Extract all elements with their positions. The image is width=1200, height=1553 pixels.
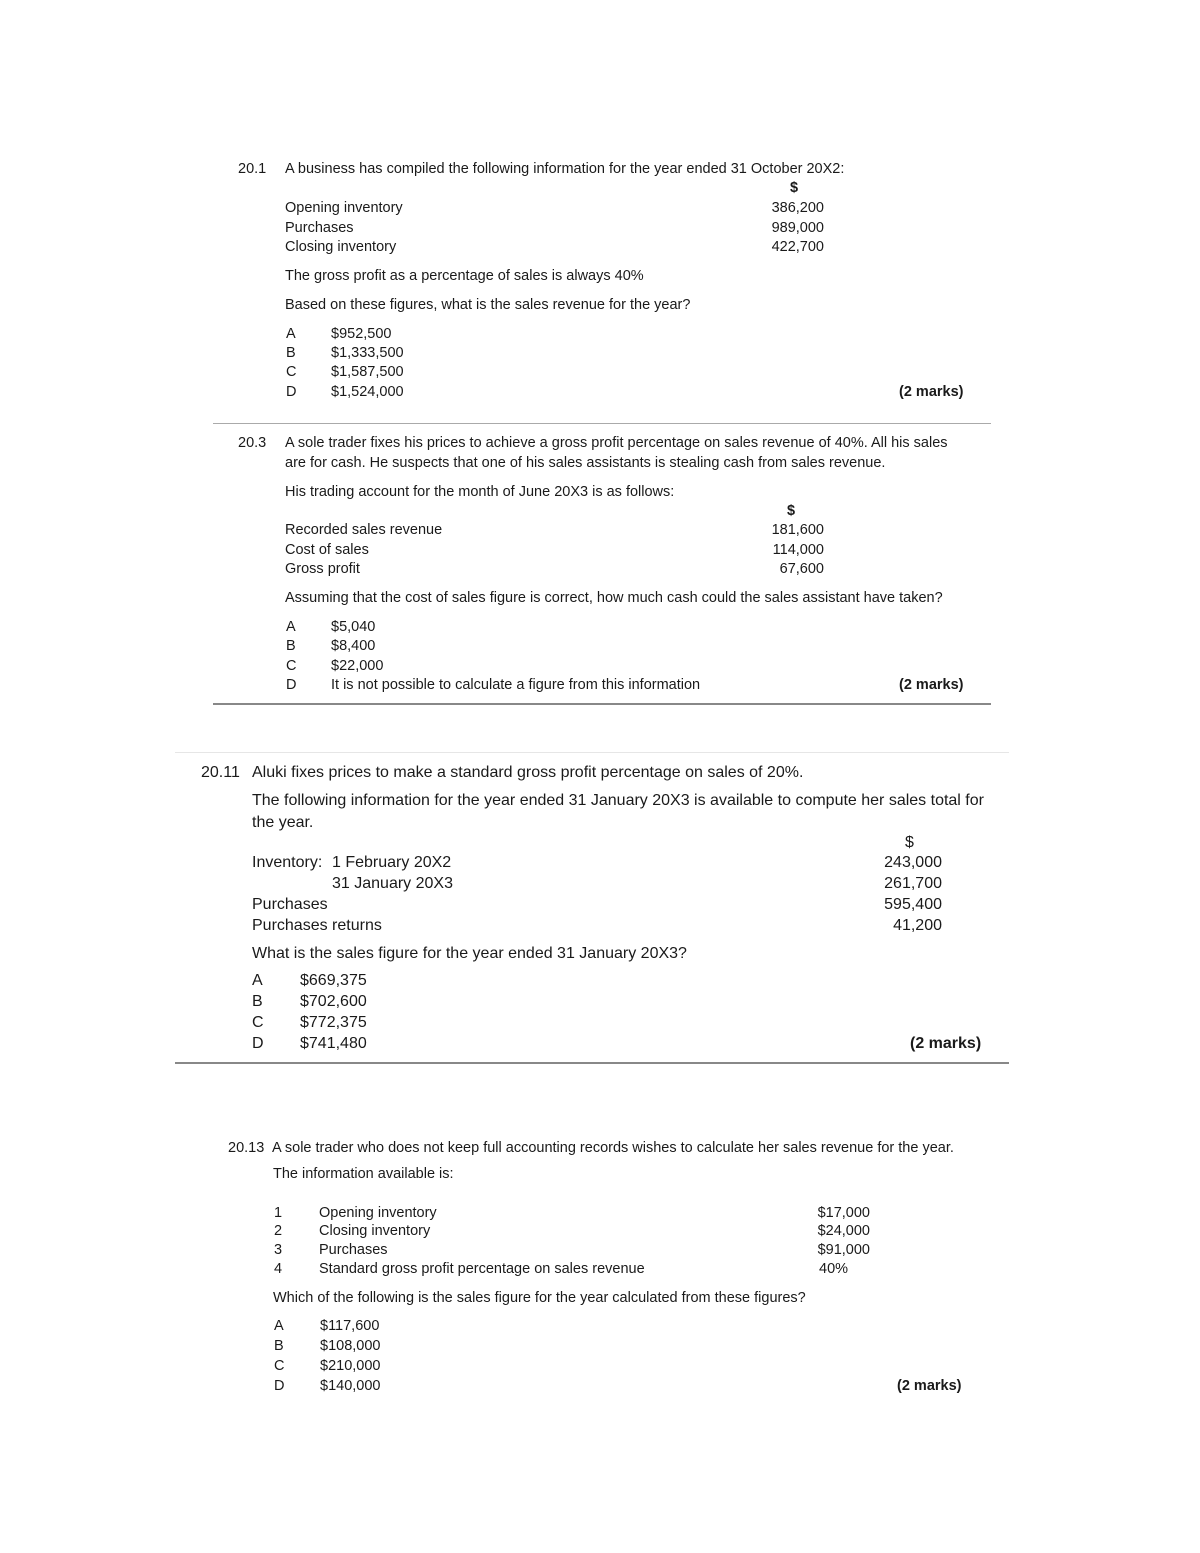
- row-label: Recorded sales revenue: [285, 522, 443, 538]
- option-text: $702,600: [300, 993, 367, 1010]
- question-intro: Aluki fixes prices to make a standard gross profit percentage on sales of 20%.: [252, 764, 804, 781]
- option-letter: D: [286, 677, 297, 693]
- row-value: $91,000: [817, 1242, 870, 1258]
- row-label: Cost of sales: [285, 542, 369, 558]
- row-value: $24,000: [817, 1223, 870, 1239]
- row-value: 386,200: [771, 200, 824, 216]
- option-text: $210,000: [320, 1358, 381, 1374]
- question-text: What is the sales figure for the year ended 31 January 20X3?: [252, 945, 687, 962]
- option-text: $108,000: [320, 1338, 381, 1354]
- row-index: 1: [274, 1205, 283, 1221]
- row-label: Gross profit: [285, 561, 360, 577]
- option-letter: A: [274, 1318, 284, 1334]
- row-label: 31 January 20X3: [332, 875, 453, 892]
- question-text: Which of the following is the sales figure for the year calculated from these figures?: [273, 1290, 806, 1306]
- question-text: Assuming that the cost of sales figure is correct, how much cash could the sales assistant have taken?: [285, 590, 943, 606]
- row-value: 114,000: [772, 542, 824, 558]
- option-letter: A: [252, 972, 263, 989]
- marks-label: (2 marks): [910, 1035, 982, 1052]
- option-text: $1,524,000: [331, 384, 404, 400]
- option-letter: A: [286, 326, 296, 342]
- option-letter: B: [286, 638, 296, 654]
- option-letter: C: [286, 364, 297, 380]
- currency-header: $: [905, 834, 914, 851]
- question-number: 20.11: [201, 764, 240, 781]
- row-label: Purchases: [285, 220, 354, 236]
- option-text: $772,375: [300, 1014, 367, 1031]
- row-index: 2: [274, 1223, 283, 1239]
- question-intro: A sole trader who does not keep full accounting records wishes to calculate her sales revenue for the year.: [272, 1140, 954, 1156]
- option-text: $22,000: [331, 658, 384, 674]
- question-intro-line2: are for cash. He suspects that one of his sales assistants is stealing cash from sales revenue.: [285, 455, 886, 471]
- option-text: $669,375: [300, 972, 367, 989]
- option-text: $5,040: [331, 619, 376, 635]
- info-line1: The following information for the year ended 31 January 20X3 is available to compute her sales total for: [252, 792, 984, 809]
- option-letter: B: [274, 1338, 284, 1354]
- option-letter: C: [274, 1358, 285, 1374]
- option-letter: D: [252, 1035, 264, 1052]
- option-letter: B: [252, 993, 263, 1010]
- row-label: Purchases returns: [252, 917, 382, 934]
- option-text: $1,333,500: [331, 345, 404, 361]
- marks-label: (2 marks): [897, 1378, 962, 1394]
- account-intro: His trading account for the month of June 20X3 is as follows:: [285, 484, 675, 500]
- row-label: Closing inventory: [319, 1223, 431, 1239]
- option-letter: D: [274, 1378, 285, 1394]
- row-index: 4: [274, 1261, 283, 1277]
- info-text: The information available is:: [273, 1166, 454, 1182]
- option-text: $117,600: [320, 1318, 380, 1334]
- row-label: 1 February 20X2: [332, 854, 452, 871]
- row-label: Closing inventory: [285, 239, 397, 255]
- row-value: 989,000: [771, 220, 824, 236]
- row-label: Opening inventory: [319, 1205, 437, 1221]
- option-text: $741,480: [300, 1035, 367, 1052]
- info-line2: the year.: [252, 814, 314, 831]
- option-text: $1,587,500: [331, 364, 404, 380]
- statement: The gross profit as a percentage of sales is always 40%: [285, 268, 644, 284]
- row-index: 3: [274, 1242, 283, 1258]
- row-label: Purchases: [252, 896, 328, 913]
- question-number: 20.1: [238, 161, 267, 177]
- inventory-label: Inventory:: [252, 854, 323, 871]
- row-label: Opening inventory: [285, 200, 403, 216]
- row-label: Standard gross profit percentage on sales revenue: [319, 1261, 645, 1277]
- row-value: 41,200: [893, 917, 942, 934]
- row-value: 67,600: [779, 561, 824, 577]
- option-text: $8,400: [331, 638, 376, 654]
- section-divider: [213, 703, 991, 705]
- section-divider: [213, 423, 991, 424]
- option-letter: D: [286, 384, 297, 400]
- option-text: $140,000: [320, 1378, 381, 1394]
- question-text: Based on these figures, what is the sales revenue for the year?: [285, 297, 691, 313]
- option-text: It is not possible to calculate a figure from this information: [331, 677, 701, 693]
- row-value: 422,700: [771, 239, 824, 255]
- row-label: Purchases: [319, 1242, 388, 1258]
- option-letter: A: [286, 619, 296, 635]
- section-divider: [175, 752, 1009, 753]
- marks-label: (2 marks): [899, 384, 964, 400]
- question-intro-line1: A sole trader fixes his prices to achieve a gross profit percentage on sales revenue of 40%. All his sales: [285, 435, 948, 451]
- section-divider: [175, 1062, 1009, 1064]
- question-number: 20.3: [238, 435, 267, 451]
- row-value: $17,000: [817, 1205, 870, 1221]
- currency-header: $: [790, 180, 799, 196]
- row-value: 243,000: [884, 854, 942, 871]
- question-number: 20.13: [228, 1140, 265, 1156]
- option-letter: B: [286, 345, 296, 361]
- row-value: 595,400: [884, 896, 942, 913]
- marks-label: (2 marks): [899, 677, 964, 693]
- row-value: 261,700: [884, 875, 942, 892]
- option-letter: C: [286, 658, 297, 674]
- option-text: $952,500: [331, 326, 392, 342]
- question-intro: A business has compiled the following information for the year ended 31 October 20X2:: [285, 161, 845, 177]
- currency-header: $: [787, 503, 796, 519]
- option-letter: C: [252, 1014, 264, 1031]
- row-value: 40%: [819, 1261, 849, 1277]
- row-value: 181,600: [771, 522, 824, 538]
